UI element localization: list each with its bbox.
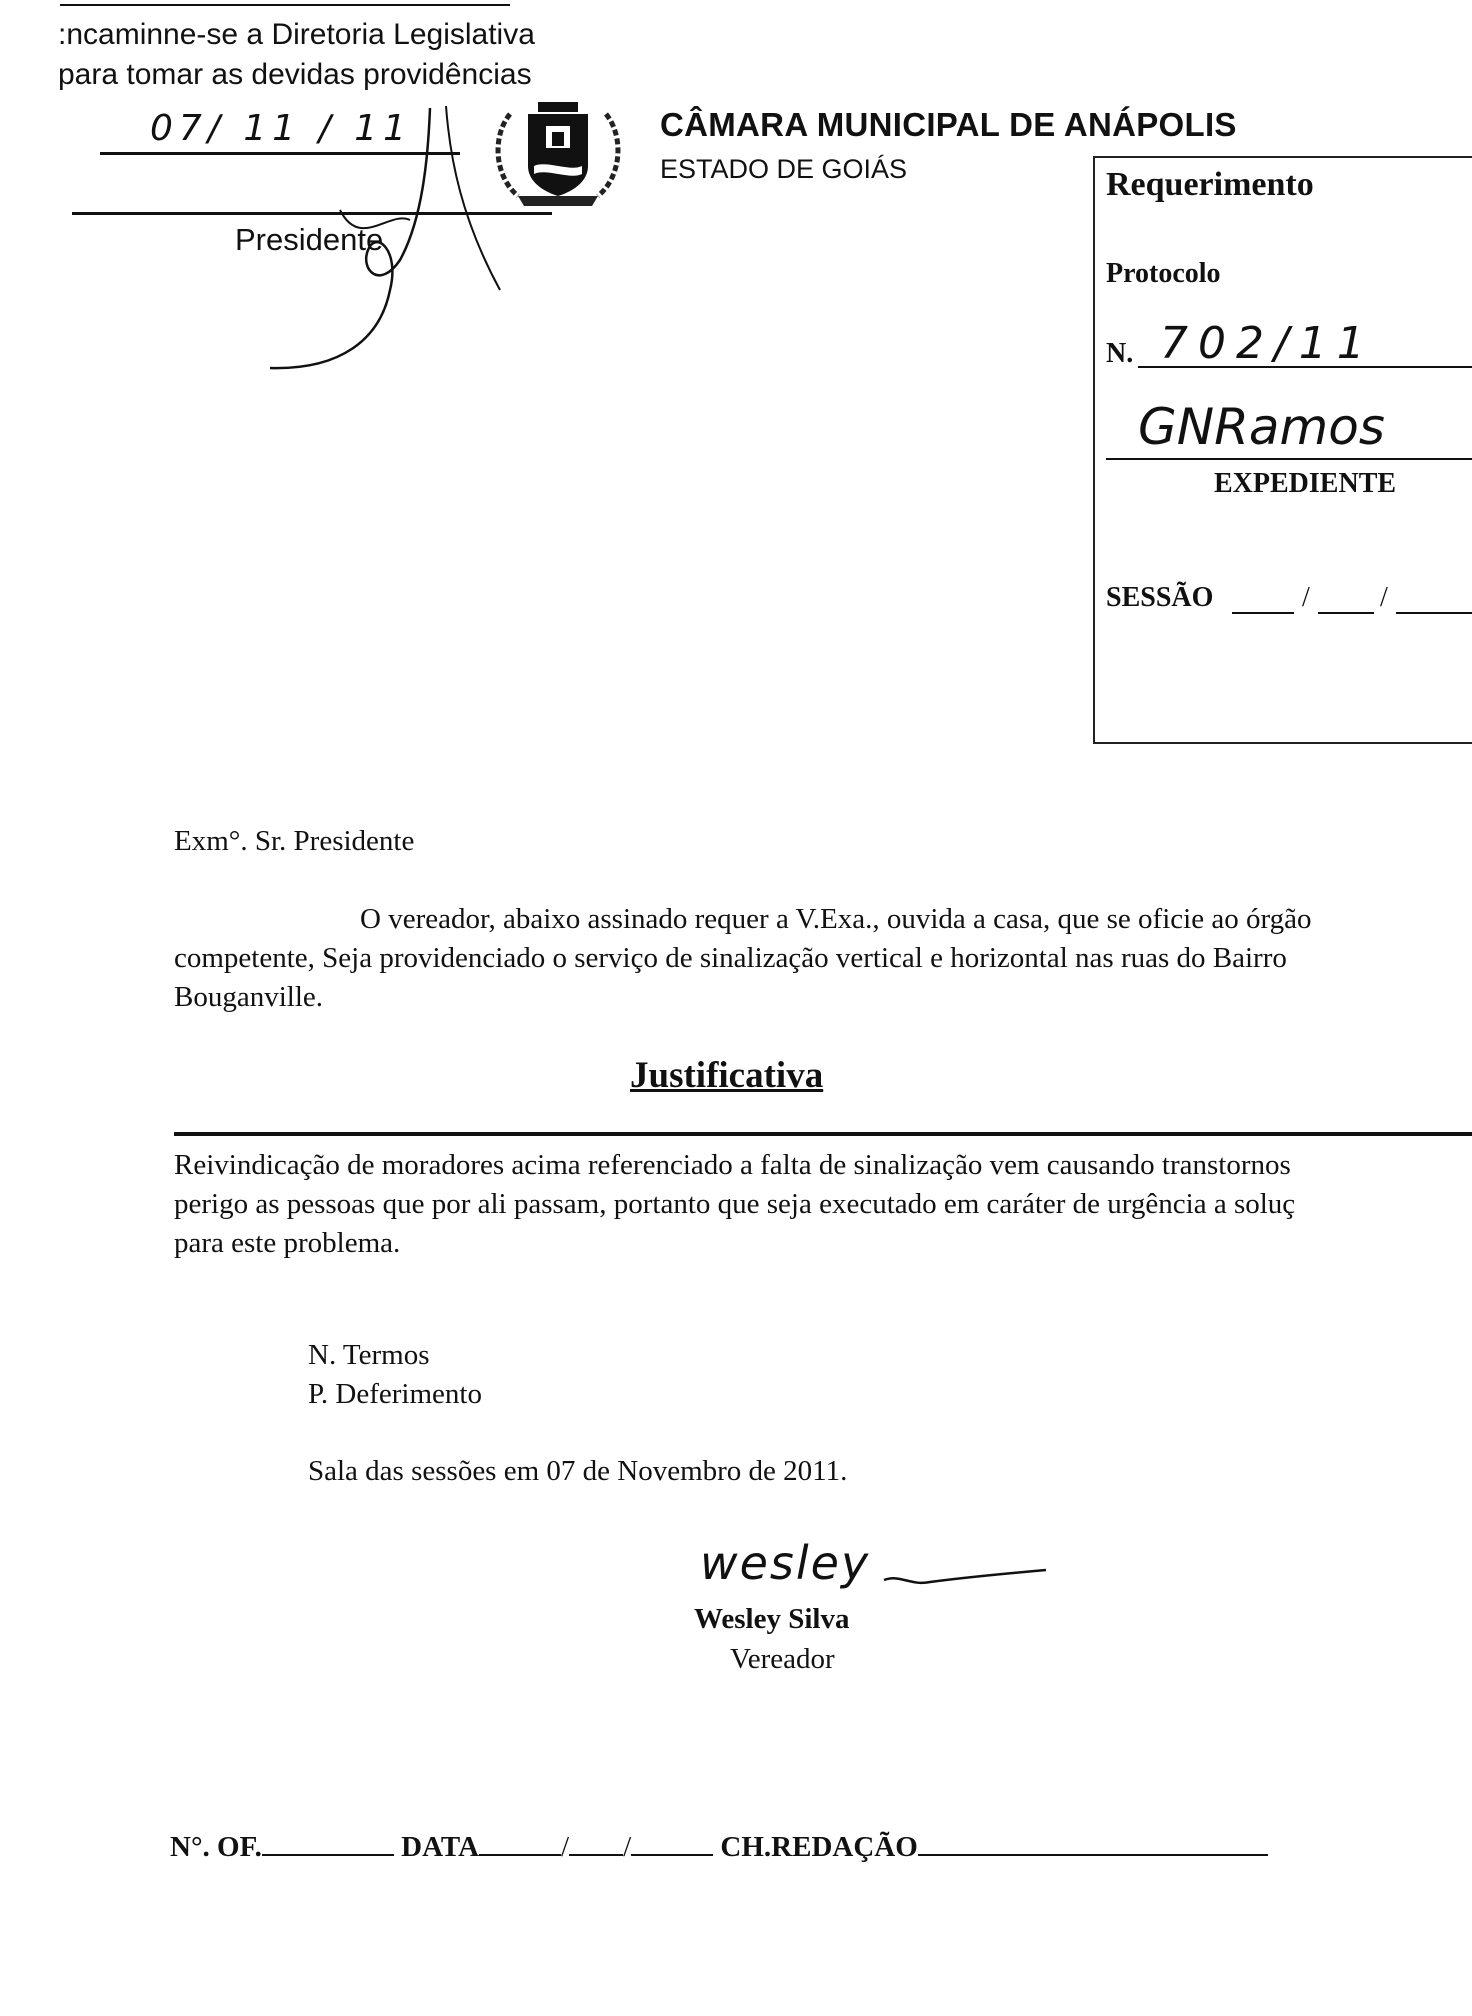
signer-signature-tail xyxy=(880,1560,1050,1600)
footer-data-day-blank xyxy=(479,1830,561,1856)
footer-of-label: N°. OF. xyxy=(170,1831,262,1863)
sessao-slash-1: / xyxy=(1302,582,1310,613)
sessao-label: SESSÃO xyxy=(1106,582,1214,613)
sessao-blank-month xyxy=(1318,612,1374,614)
justification-line-3: para este problema. xyxy=(174,1227,401,1259)
expediente-label: EXPEDIENTE xyxy=(1214,468,1397,499)
justification-rule xyxy=(174,1132,1472,1136)
footer-data-year-blank xyxy=(631,1830,713,1856)
footer-slash-1: / xyxy=(561,1831,570,1863)
sessao-blank-day xyxy=(1232,612,1294,614)
place-date: Sala das sessões em 07 de Novembro de 2011. xyxy=(308,1455,848,1487)
protocol-number-prefix: N. xyxy=(1106,338,1134,369)
stamp-handwritten-date: 07/ 11 / 11 xyxy=(150,108,413,149)
signer-name: Wesley Silva xyxy=(694,1603,850,1635)
closing-termos: N. Termos xyxy=(308,1339,430,1371)
request-line-1: O vereador, abaixo assinado requer a V.Exa., ouvida a casa, que se oficie ao órgão xyxy=(360,903,1312,935)
president-signature xyxy=(250,100,510,380)
signer-role: Vereador xyxy=(730,1643,835,1675)
footer-row xyxy=(170,1830,1268,1864)
request-line-2: competente, Seja providenciado o serviço de sinalização vertical e horizontal nas ruas do Bairro xyxy=(174,942,1287,974)
sessao-slash-2: / xyxy=(1380,582,1388,613)
signer-signature: wesley xyxy=(700,1536,871,1590)
justification-line-1: Reivindicação de moradores acima referenciado a falta de sinalização vem causando transtornos xyxy=(174,1149,1291,1181)
stamp-line-2: para tomar as devidas providências xyxy=(58,58,532,91)
sessao-blank-year xyxy=(1396,612,1472,614)
expediente-line xyxy=(1106,458,1472,460)
request-line-3: Bouganville. xyxy=(174,981,324,1013)
chamber-name: CÂMARA MUNICIPAL DE ANÁPOLIS xyxy=(660,106,1237,143)
footer-data-label: DATA xyxy=(401,1831,480,1863)
footer-redacao-label: CH.REDAÇÃO xyxy=(720,1831,918,1863)
footer-redacao-blank xyxy=(918,1830,1268,1856)
protocol-number-value: 702/11 xyxy=(1160,318,1375,369)
justification-heading: Justificativa xyxy=(630,1055,824,1096)
coat-of-arms-icon xyxy=(488,96,628,214)
closing-deferimento: P. Deferimento xyxy=(308,1378,482,1410)
state-name: ESTADO DE GOIÁS xyxy=(660,154,908,184)
footer-data-month-blank xyxy=(569,1830,623,1856)
salutation: Exm°. Sr. Presidente xyxy=(174,825,415,857)
receiver-signature: GNRamos xyxy=(1138,398,1385,456)
justification-line-2: perigo as pessoas que por ali passam, portanto que seja executado em caráter de urgência a soluç xyxy=(174,1188,1296,1220)
stamp-top-rule xyxy=(60,4,510,6)
protocol-label: Protocolo xyxy=(1106,258,1221,289)
footer-of-blank xyxy=(262,1830,394,1856)
footer-slash-2: / xyxy=(623,1831,632,1863)
stamp-line-1: :ncaminne-se a Diretoria Legislativa xyxy=(58,18,535,51)
stamp-president-label: Presidente xyxy=(235,222,384,257)
protocol-box-title: Requerimento xyxy=(1106,166,1314,203)
